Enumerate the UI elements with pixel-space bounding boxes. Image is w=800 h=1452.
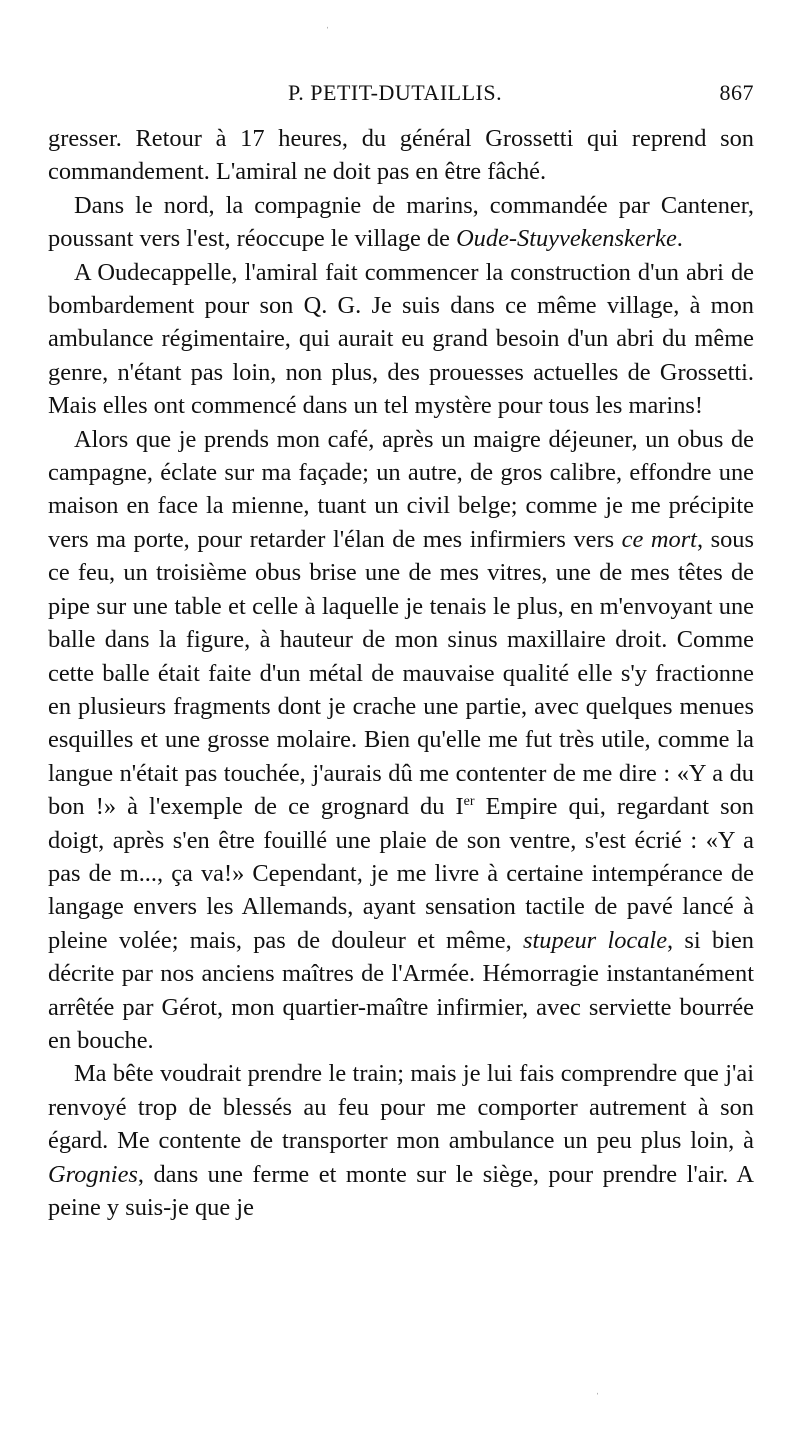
body-text xyxy=(48,122,754,1224)
running-head-author: P. PETIT-DUTAILLIS. xyxy=(288,80,503,105)
paragraph-5-part-a: Ma bête voudrait prendre le train; mais je lui fais comprendre que j'ai renvoyé trop de blessés au feu pour me comporter autrement à son égard. Me contente de transporter mon ambulance un peu plus loin, à xyxy=(48,1060,754,1155)
superscript-er: er xyxy=(463,794,475,809)
page-number: 867 xyxy=(719,80,754,105)
page-speck-bottom: ˌ xyxy=(596,1384,600,1395)
paragraph-4-part-d: , si bien décrite par nos anciens maîtres de l'Armée. Hémorragie instantanément arrêtée par Gérot, mon quartier-maître infirmier, avec serviette bourrée en bouche. xyxy=(48,926,754,1054)
paragraph-2 xyxy=(48,189,754,256)
paragraph-2-end: . xyxy=(676,225,683,253)
place-name-grognies: Grognies xyxy=(48,1160,138,1188)
paragraph-5 xyxy=(48,1057,754,1224)
paragraph-4-part-a: Alors que je prends mon café, après un maigre déjeuner, un obus de campagne, éclate sur ma façade; un autre, de gros calibre, effondre une maison en face la mienne, tuant un civil belge; comme je me précipite vers ma porte, pour retarder l'élan de mes infirmiers vers xyxy=(48,425,754,553)
paragraph-1: gresser. Retour à 17 heures, du général Grossetti qui reprend son commandement. L'amiral ne doit pas en être fâché. xyxy=(48,125,754,186)
paragraph-3: A Oudecappelle, l'amiral fait commencer la construction d'un abri de bombardement pour son Q. G. Je suis dans ce même village, à mon ambulance régimentaire, qui aurait eu grand besoin d'un abri du même genre, n'étant pas loin, non plus, des prouesses actuelles de Grossetti. Mais elles ont commencé dans un tel mystère pour tous les marins! xyxy=(48,258,754,420)
paragraph-4-part-c: Empire qui, regardant son doigt, après s'en être fouillé une plaie de son ventre, s'est écrié : «Y a pas de m..., ça va!» Cependant, je me livre à certaine intempérance de langage envers les Allemands, ayant sensation tactile de pavé lancé à pleine volée; mais, pas de douleur et même, xyxy=(48,793,754,954)
italic-stupeur-locale: stupeur locale xyxy=(522,926,668,954)
italic-ce-mort: ce mort xyxy=(621,525,697,553)
place-name-oude-stuyvekenskerke: Oude-Stuyvekenskerke xyxy=(456,225,677,253)
paragraph-2-text: Dans le nord, la compagnie de marins, commandée par Cantener, poussant vers l'est, réoccupe le village de xyxy=(48,191,754,253)
paragraph-5-part-b: , dans une ferme et monte sur le siège, pour prendre l'air. A peine y suis-je que je xyxy=(48,1160,754,1221)
paragraph-4-part-b: , sous ce feu, un troisième obus brise une de mes vitres, une de mes têtes de pipe sur une table et celle à laquelle je tenais le plus, en m'envoyant une balle dans la figure, à hauteur de mon sinus maxillaire droit. Comme cette balle était faite d'un métal de mauvaise qualité elle s'y fractionne en plusieurs fragments dont je crache une partie, avec quelques menues esquilles et une grosse molaire. Bien qu'elle me fut très utile, comme la langue n'était pas touchée, j'aurais dû me contenter de me dire : «Y a du bon !» à l'exemple de ce grognard du I xyxy=(48,525,754,821)
paragraph-4 xyxy=(48,423,754,1058)
page-speck: ˌ xyxy=(326,18,330,29)
running-header xyxy=(48,76,754,108)
